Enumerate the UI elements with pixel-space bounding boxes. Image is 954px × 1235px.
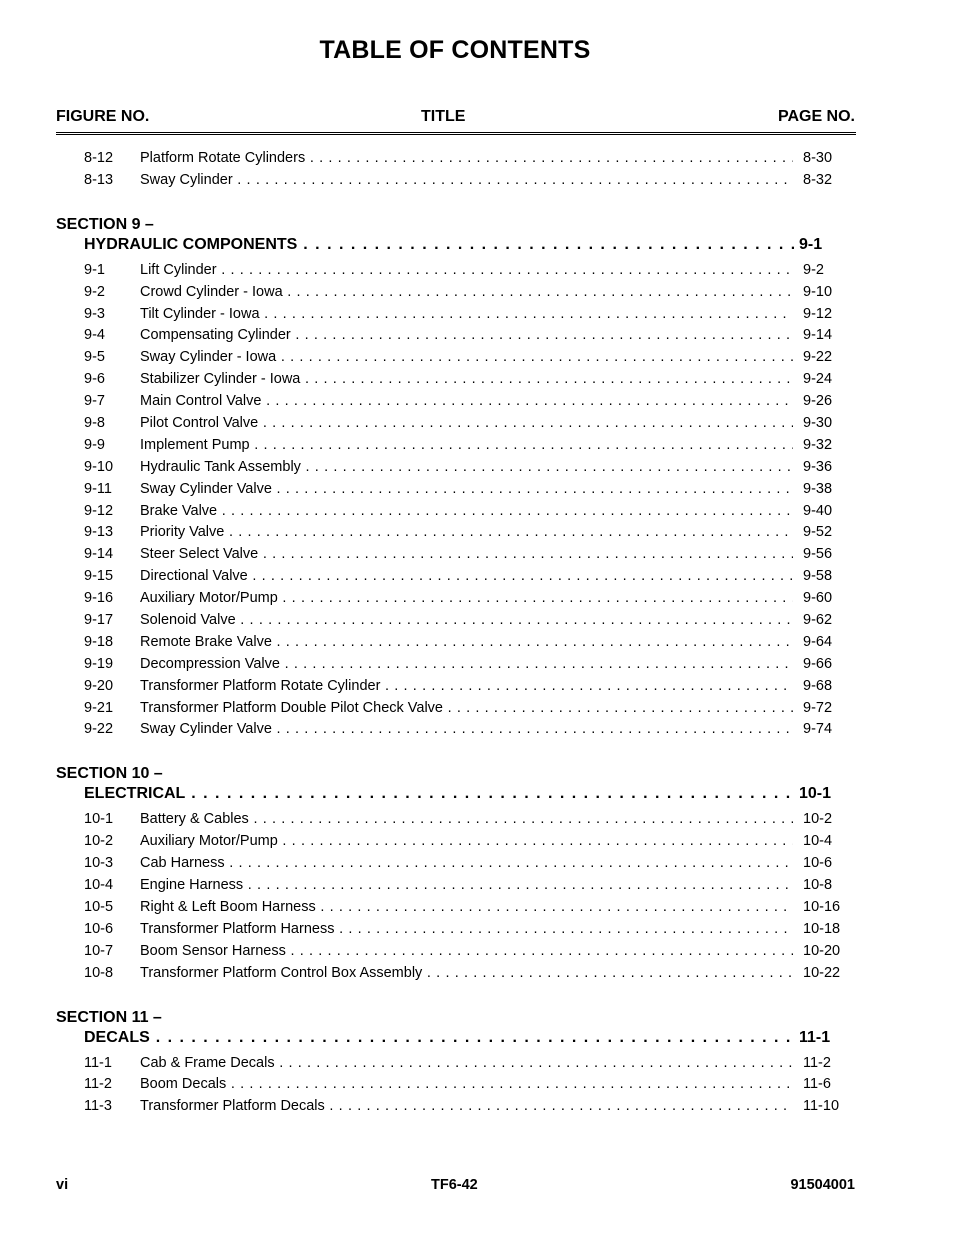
toc-entry[interactable] <box>0 521 954 543</box>
footer-doc-number: 91504001 <box>790 1177 855 1193</box>
figure-number: 9-15 <box>84 568 114 585</box>
section-title: ELECTRICAL . . . <box>84 785 794 803</box>
figure-title: Directional Valve . . . <box>140 568 793 584</box>
figure-number: 10-2 <box>84 833 114 850</box>
toc-entry[interactable] <box>0 390 954 412</box>
figure-title: Pilot Control Valve . . . <box>140 415 793 431</box>
section-label: SECTION 9 – <box>56 215 154 233</box>
figure-title: Engine Harness . . . <box>140 877 793 893</box>
figure-number: 9-16 <box>84 590 114 607</box>
section-heading <box>0 1006 954 1027</box>
toc-entry[interactable] <box>0 587 954 609</box>
toc-entry[interactable] <box>0 718 954 740</box>
page-number: 9-36 <box>803 458 833 475</box>
figure-title: Implement Pump . . . <box>140 437 793 453</box>
figure-title: Platform Rotate Cylinders . . . <box>140 150 793 166</box>
page-number: 9-2 <box>803 261 824 278</box>
figure-number: 9-13 <box>84 524 114 541</box>
header-rule <box>56 132 856 135</box>
figure-number: 8-12 <box>84 150 114 166</box>
figure-title: Auxiliary Motor/Pump . . . <box>140 833 793 849</box>
toc-entry[interactable] <box>0 940 954 962</box>
figure-number: 9-17 <box>84 612 114 629</box>
figure-title: Compensating Cylinder . . . <box>140 327 793 343</box>
toc-entry[interactable] <box>0 169 954 191</box>
toc-entry[interactable] <box>0 346 954 368</box>
figure-number: 11-3 <box>84 1098 112 1115</box>
page-number: 9-68 <box>803 677 833 694</box>
figure-title: Cab & Frame Decals . . . <box>140 1055 793 1071</box>
toc-entry[interactable] <box>0 478 954 500</box>
figure-title: Stabilizer Cylinder - Iowa . . . <box>140 371 793 387</box>
figure-number: 10-5 <box>84 898 114 915</box>
figure-title: Steer Select Valve . . . <box>140 546 793 562</box>
page-number: 9-38 <box>803 480 833 497</box>
section-title: DECALS . . . <box>84 1029 794 1047</box>
figure-number: 10-8 <box>84 964 114 981</box>
toc-entry[interactable] <box>0 653 954 675</box>
page-number: 9-64 <box>803 633 833 650</box>
figure-title: Cab Harness . . . <box>140 855 793 871</box>
figure-title: Sway Cylinder Valve . . . <box>140 721 793 737</box>
figure-title: Remote Brake Valve . . . <box>140 634 793 650</box>
toc-entry[interactable] <box>0 697 954 719</box>
figure-number: 10-7 <box>84 942 114 959</box>
page-number: 8-32 <box>803 171 833 188</box>
figure-title: Tilt Cylinder - Iowa . . . <box>140 306 793 322</box>
column-header-title: TITLE <box>421 108 466 125</box>
figure-number: 9-12 <box>84 502 114 519</box>
figure-title: Solenoid Valve . . . <box>140 612 793 628</box>
figure-number: 10-4 <box>84 877 114 894</box>
page-number: 8-30 <box>803 150 833 166</box>
page-number: 9-56 <box>803 546 833 563</box>
figure-title: Brake Valve . . . <box>140 503 793 519</box>
section-title-row[interactable] <box>0 234 954 259</box>
figure-title: Boom Sensor Harness . . . <box>140 943 793 959</box>
toc-entry[interactable] <box>0 324 954 346</box>
page-number: 10-18 <box>803 920 841 937</box>
toc-entry[interactable] <box>0 852 954 874</box>
figure-number: 9-18 <box>84 633 114 650</box>
page-number: 10-22 <box>803 964 841 981</box>
page-number: 9-26 <box>803 393 833 410</box>
figure-number: 9-7 <box>84 393 105 410</box>
section-spacer <box>0 984 954 1006</box>
figure-number: 9-19 <box>84 655 114 672</box>
section-label: SECTION 10 – <box>56 765 163 783</box>
toc-entry[interactable] <box>0 434 954 456</box>
section-page: 9-1 <box>799 235 823 253</box>
toc-entry[interactable] <box>0 259 954 281</box>
toc-entry[interactable] <box>0 412 954 434</box>
figure-title: Decompression Valve . . . <box>140 656 793 672</box>
figure-number: 9-14 <box>84 546 114 563</box>
toc-entry[interactable] <box>0 368 954 390</box>
toc-entry[interactable] <box>0 1073 954 1095</box>
toc-entry[interactable] <box>0 147 954 169</box>
toc-entry[interactable] <box>0 896 954 918</box>
figure-title: Sway Cylinder . . . <box>140 172 793 188</box>
figure-title: Transformer Platform Double Pilot Check Valve . . . <box>140 700 793 716</box>
page-number: 9-62 <box>803 612 833 629</box>
page-number: 10-6 <box>803 855 833 872</box>
figure-title: Right & Left Boom Harness . . . <box>140 899 793 915</box>
section-page: 11-1 <box>799 1028 831 1046</box>
page-title: TABLE OF CONTENTS <box>319 36 591 64</box>
page-number: 10-8 <box>803 877 833 894</box>
figure-number: 9-4 <box>84 327 105 344</box>
section-spacer <box>0 191 954 213</box>
figure-number: 10-1 <box>84 811 114 828</box>
page-number: 9-12 <box>803 305 833 322</box>
figure-title: Sway Cylinder - Iowa . . . <box>140 349 793 365</box>
figure-number: 11-2 <box>84 1076 112 1093</box>
page-number: 9-30 <box>803 415 833 432</box>
toc-entry[interactable] <box>0 456 954 478</box>
section-page: 10-1 <box>799 785 832 803</box>
footer-model: TF6-42 <box>431 1177 478 1193</box>
figure-number: 9-1 <box>84 261 105 278</box>
page-number: 9-52 <box>803 524 833 541</box>
toc-entry[interactable] <box>0 1052 954 1074</box>
figure-number: 9-5 <box>84 349 105 366</box>
page-number: 9-66 <box>803 655 833 672</box>
toc-entry[interactable] <box>0 303 954 325</box>
figure-number: 8-13 <box>84 171 114 188</box>
figure-number: 9-22 <box>84 721 114 738</box>
figure-title: Transformer Platform Harness . . . <box>140 921 793 937</box>
section-title-row[interactable] <box>0 1027 954 1052</box>
toc-entry[interactable] <box>0 281 954 303</box>
figure-title: Crowd Cylinder - Iowa . . . <box>140 284 793 300</box>
toc-entry[interactable] <box>0 631 954 653</box>
section-spacer <box>0 740 954 762</box>
toc-list <box>0 147 954 1117</box>
figure-title: Priority Valve . . . <box>140 524 793 540</box>
page-number: 10-4 <box>803 833 833 850</box>
toc-entry[interactable] <box>0 565 954 587</box>
toc-entry[interactable] <box>0 500 954 522</box>
section-title-row[interactable] <box>0 783 954 808</box>
figure-number: 9-9 <box>84 436 105 453</box>
page-number: 9-58 <box>803 568 833 585</box>
page-number: 11-10 <box>803 1098 840 1115</box>
section-label: SECTION 11 – <box>56 1008 162 1026</box>
figure-number: 9-20 <box>84 677 114 694</box>
section-heading <box>0 213 954 234</box>
page-number: 10-16 <box>803 898 841 915</box>
figure-title: Lift Cylinder . . . <box>140 262 793 278</box>
toc-entry[interactable] <box>0 808 954 830</box>
figure-number: 9-2 <box>84 283 105 300</box>
figure-title: Main Control Valve . . . <box>140 393 793 409</box>
figure-title: Auxiliary Motor/Pump . . . <box>140 590 793 606</box>
figure-number: 9-11 <box>84 480 112 497</box>
section-heading <box>0 762 954 783</box>
toc-entry[interactable] <box>0 918 954 940</box>
page-number: 9-22 <box>803 349 833 366</box>
page-number: 9-40 <box>803 502 833 519</box>
page-number: 9-60 <box>803 590 833 607</box>
toc-entry[interactable] <box>0 609 954 631</box>
toc-entry[interactable] <box>0 962 954 984</box>
page-number: 9-32 <box>803 436 833 453</box>
toc-entry[interactable] <box>0 1095 954 1117</box>
page-number: 9-24 <box>803 371 833 388</box>
figure-number: 9-21 <box>84 699 114 716</box>
page-number: 9-72 <box>803 699 833 716</box>
figure-title: Sway Cylinder Valve . . . <box>140 481 793 497</box>
footer-page-number: vi <box>56 1177 69 1193</box>
page-number: 11-6 <box>803 1076 831 1093</box>
page-number: 9-74 <box>803 721 833 738</box>
column-header-page: PAGE NO. <box>777 108 855 125</box>
figure-title: Hydraulic Tank Assembly . . . <box>140 459 793 475</box>
figure-title: Boom Decals . . . <box>140 1076 793 1092</box>
figure-title: Battery & Cables . . . <box>140 811 793 827</box>
figure-number: 11-1 <box>84 1054 112 1071</box>
toc-entry[interactable] <box>0 874 954 896</box>
figure-number: 10-3 <box>84 855 114 872</box>
toc-entry[interactable] <box>0 543 954 565</box>
figure-title: Transformer Platform Decals . . . <box>140 1098 793 1114</box>
page-number: 9-10 <box>803 283 833 300</box>
section-title: HYDRAULIC COMPONENTS . . . <box>84 236 794 254</box>
column-header-figure: FIGURE NO. <box>56 108 150 125</box>
figure-number: 9-6 <box>84 371 105 388</box>
page-number: 10-20 <box>803 942 841 959</box>
figure-number: 9-3 <box>84 305 105 322</box>
toc-entry[interactable] <box>0 675 954 697</box>
figure-number: 9-10 <box>84 458 114 475</box>
page-number: 10-2 <box>803 811 833 828</box>
figure-number: 10-6 <box>84 920 114 937</box>
page-number: 9-14 <box>803 327 833 344</box>
figure-title: Transformer Platform Control Box Assembly . . . <box>140 965 793 981</box>
figure-title: Transformer Platform Rotate Cylinder . . . <box>140 678 793 694</box>
figure-number: 9-8 <box>84 415 105 432</box>
toc-entry[interactable] <box>0 830 954 852</box>
page-number: 11-2 <box>803 1054 831 1071</box>
